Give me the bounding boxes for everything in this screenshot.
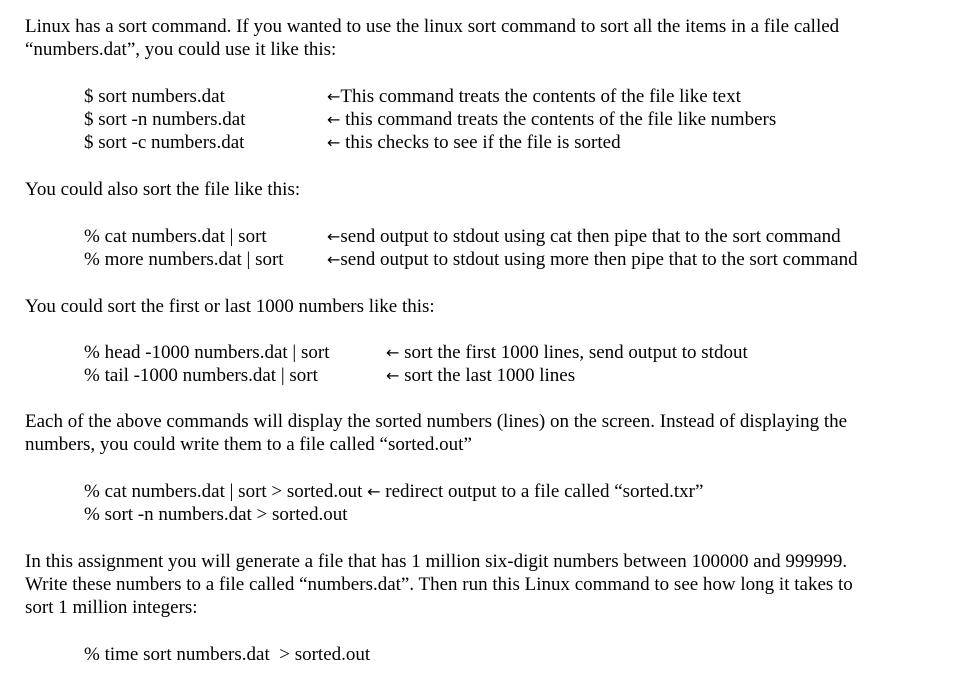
pipe-note-2: ←send output to stdout using more then pipe that to the sort command	[327, 249, 858, 270]
pipe-note-1: ←send output to stdout using cat then pipe that to the sort command	[327, 226, 841, 247]
left-arrow-icon: ←	[327, 227, 341, 246]
display-line-1: Each of the above commands will display the sorted numbers (lines) on the screen. Instead of displaying the	[25, 411, 848, 432]
time-command: % time sort numbers.dat > sorted.out	[84, 644, 371, 665]
head-note: ← sort the first 1000 lines, send output to stdout	[386, 342, 748, 363]
assignment-line-1: In this assignment you will generate a file that has 1 million six-digit numbers between 100000 and 999999.	[25, 551, 848, 572]
tail-note: ← sort the last 1000 lines	[386, 365, 576, 386]
redirect-command-1: % cat numbers.dat | sort > sorted.out ← redirect output to a file called “sorted.txr”	[84, 481, 704, 502]
tail-command: % tail -1000 numbers.dat | sort	[84, 365, 318, 386]
pipe-command-2: % more numbers.dat | sort	[84, 249, 284, 270]
intro-line-1: Linux has a sort command. If you wanted to use the linux sort command to sort all the items in a file called	[25, 16, 840, 37]
display-line-2: numbers, you could write them to a file called “sorted.out”	[25, 434, 472, 455]
left-arrow-icon: ←	[327, 87, 341, 106]
left-arrow-icon: ←	[367, 482, 381, 501]
also-paragraph: You could also sort the file like this:	[25, 179, 301, 200]
head-command: % head -1000 numbers.dat | sort	[84, 342, 330, 363]
left-arrow-icon: ←	[327, 110, 341, 129]
assignment-line-2: Write these numbers to a file called “numbers.dat”. Then run this Linux command to see how long it takes to	[25, 574, 853, 595]
sort-note-1: ←This command treats the contents of the file like text	[327, 86, 741, 107]
sort-command-1: $ sort numbers.dat	[84, 86, 225, 107]
left-arrow-icon: ←	[386, 366, 400, 385]
left-arrow-icon: ←	[327, 133, 341, 152]
sort-note-2: ← this command treats the contents of the file like numbers	[327, 109, 777, 130]
sort-command-3: $ sort -c numbers.dat	[84, 132, 245, 153]
redirect-command-2: % sort -n numbers.dat > sorted.out	[84, 504, 348, 525]
first-last-paragraph: You could sort the first or last 1000 numbers like this:	[25, 296, 435, 317]
assignment-line-3: sort 1 million integers:	[25, 597, 198, 618]
sort-command-2: $ sort -n numbers.dat	[84, 109, 246, 130]
sort-note-3: ← this checks to see if the file is sorted	[327, 132, 621, 153]
intro-line-2: “numbers.dat”, you could use it like this:	[25, 39, 337, 60]
left-arrow-icon: ←	[386, 343, 400, 362]
left-arrow-icon: ←	[327, 250, 341, 269]
pipe-command-1: % cat numbers.dat | sort	[84, 226, 267, 247]
